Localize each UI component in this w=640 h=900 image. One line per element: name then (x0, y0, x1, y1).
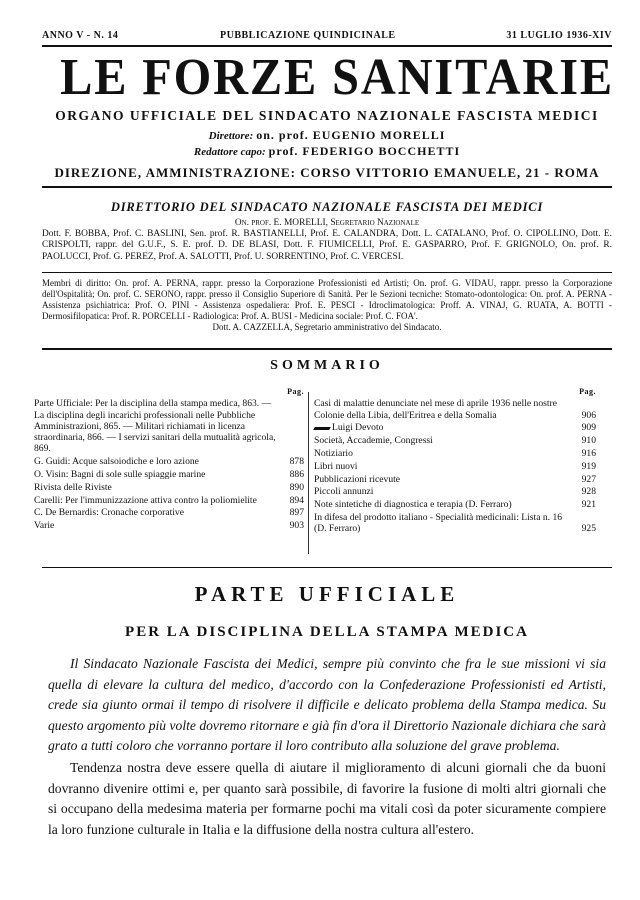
sommario-title: SOMMARIO (270, 358, 384, 373)
board-title: DIRETTORIO DEL SINDACATO NAZIONALE FASCISTA DEI MEDICI (110, 200, 544, 214)
masthead-subtitle: ORGANO UFFICIALE DEL SINDACATO NAZIONALE FASCISTA MEDICI (55, 108, 599, 123)
director-name: on. prof. EUGENIO MORELLI (256, 128, 446, 142)
sommario-entry: Carelli: Per l'immunizzazione attiva contro la poliomielite 894 (34, 494, 304, 506)
sommario-entry: G. Guidi: Acque salsoiodiche e loro azione 878 (34, 456, 304, 468)
sommario-entry: Parte Ufficiale: Per la disciplina della stampa medica, 863. — La disciplina degli incarichi professionali nelle Pubbliche Amministrazioni, 865. — Militari richiamati in licenza straordinaria, 866. — I servizi sanitari della mutualità agricola, 869. (34, 398, 276, 455)
publication-frequency: PUBBLICAZIONE QUINDICINALE (220, 30, 396, 41)
issue-info-line (42, 30, 612, 44)
board-rule (42, 272, 612, 273)
director-line (40, 128, 614, 143)
sommario-entry: O. Visin: Bagni di sole sulle spiaggie marine 886 (34, 469, 304, 481)
header-rule (42, 45, 612, 47)
director-role: Direttore: (208, 130, 254, 142)
sommario-entry: Varie 903 (34, 520, 304, 532)
sommario-entry: C. De Bernardis: Cronache corporative 897 (34, 507, 304, 519)
sommario-entry: Casi di malattie denunciate nel mese di aprile 1936 nelle nostre Colonie della Libia, dell'Eritrea e della Somalia 906 (314, 398, 596, 421)
sommario-entry: Piccoli annunzi 928 (314, 486, 596, 498)
sommario-entry: Luigi Devoto 909 (314, 422, 596, 433)
sommario-entry: In difesa del prodotto italiano - Specialità medicinali: Lista n. 16 (D. Ferraro) 925 (314, 511, 596, 535)
sommario-entry: Rivista delle Riviste 890 (34, 481, 304, 493)
sommario-entry: Società, Accademie, Congressi 910 (314, 435, 596, 447)
direction-address: DIREZIONE, AMMINISTRAZIONE: CORSO VITTORIO EMANUELE, 21 - ROMA (54, 165, 600, 180)
page-label-right: Pag. (579, 387, 596, 396)
direction-rule (42, 186, 612, 188)
section-title: PARTE UFFICIALE (194, 582, 460, 606)
masthead-title: LE FORZE SANITARIE (60, 49, 615, 106)
mourning-mark-icon (313, 427, 331, 430)
article-paragraph-1: Il Sindacato Nazionale Fascista dei Medici, sempre più convinto che fra le sue missioni vi sia quella di elevare la cultura del medico, d'accordo con la Confederazione Professionisti ed Artisti, crede sia giunto ormai il tempo di risolvere il difficile e delicato problema della Stampa medica. Su questo argomento più volte dovremo ritornare e già fin d'ora il Direttorio Nazionale dichiara che sarà grato a tutti coloro che vorranno portare il loro contributo alla soluzione del grave problema. (48, 656, 606, 754)
sommario-entry: Libri nuovi 919 (314, 460, 596, 472)
sommario-top-rule (42, 348, 612, 350)
board-members (42, 218, 612, 263)
sommario-left-column (34, 386, 304, 533)
ex-officio-text: Membri di diritto: On. prof. A. PERNA, rappr. presso la Corporazione Professionisti ed Artisti; On. prof. G. VIDAU, rappr. presso la Corporazione dell'Ospitalità; On. prof. C. SERONO, rappr. presso il Consiglio Superiore di Sanità. Per le Sezioni tecniche: Stomato-odontologica: On. prof. A. PERNA - Assistenza psichiatrica: Prof. O. PINI - Assistenza ospedaliera: Prof. E. PESCI - Idroclimatologica: Proff. A. VINAJ, G. RUATA, A. BOTTI - Dermosifilopatica: Prof. R. PORCELLI - Radiologica: Prof. A. BUSI - Medicina sociale: Prof. C. FOA'. (42, 278, 612, 321)
board-members-list: Dott. F. BOBBA, Prof. C. BASLINI, Sen. prof. R. BASTIANELLI, Prof. E. CALANDRA, Dott. L. CATALANO, Prof. O. CIPOLLINO, Dott. E. CRISPOLTI, rappr. del G.U.F., S. E. prof. D. DE BLASI, Dott. F. FIUMICELLI, Prof. E. GASPARRO, Prof. F. GRIGNOLO, On. prof. R. PAOLUCCI, Prof. G. PEREZ, Prof. A. SALOTTI, Prof. U. SORRENTINO, Prof. C. VERCESI. (42, 229, 612, 262)
article-paragraph-2: Tendenza nostra deve essere quella di aiutare il miglioramento di alcuni giornali che da buoni dovranno divenire ottimi e, per quanto sarà possibile, di favorire la fusione di molti altri giornali che si occupano della medesima materia per formarne pochi ma vitali così da poter sicuramente compiere la loro funzione culturale in Italia e la diffusione della nostra cultura all'estero. (48, 760, 606, 837)
sommario-entry: Note sintetiche di diagnostica e terapia (D. Ferraro) 921 (314, 499, 596, 511)
board-secretary: On. prof. E. MORELLI, Segretario Nazionale (234, 218, 420, 228)
sommario-entry: Pubblicazioni ricevute 927 (314, 473, 596, 485)
column-divider (308, 392, 309, 554)
sommario-bottom-rule (42, 567, 612, 568)
editor-role: Redattore capo: (193, 146, 266, 158)
editor-line (40, 144, 614, 159)
admin-secretary: Dott. A. CAZZELLA, Segretario amministrativo del Sindacato. (212, 322, 442, 332)
issue-date: 31 LUGLIO 1936-XIV (506, 30, 612, 41)
sommario-right-column (314, 386, 596, 536)
issue-number: ANNO V - N. 14 (42, 30, 119, 41)
page-label-left: Pag. (287, 387, 304, 396)
sommario-entry: Notiziario 916 (314, 447, 596, 459)
ex-officio-members (42, 278, 612, 333)
article-title: PER LA DISCIPLINA DELLA STAMPA MEDICA (125, 624, 529, 640)
editor-name: prof. FEDERIGO BOCCHETTI (268, 144, 461, 158)
